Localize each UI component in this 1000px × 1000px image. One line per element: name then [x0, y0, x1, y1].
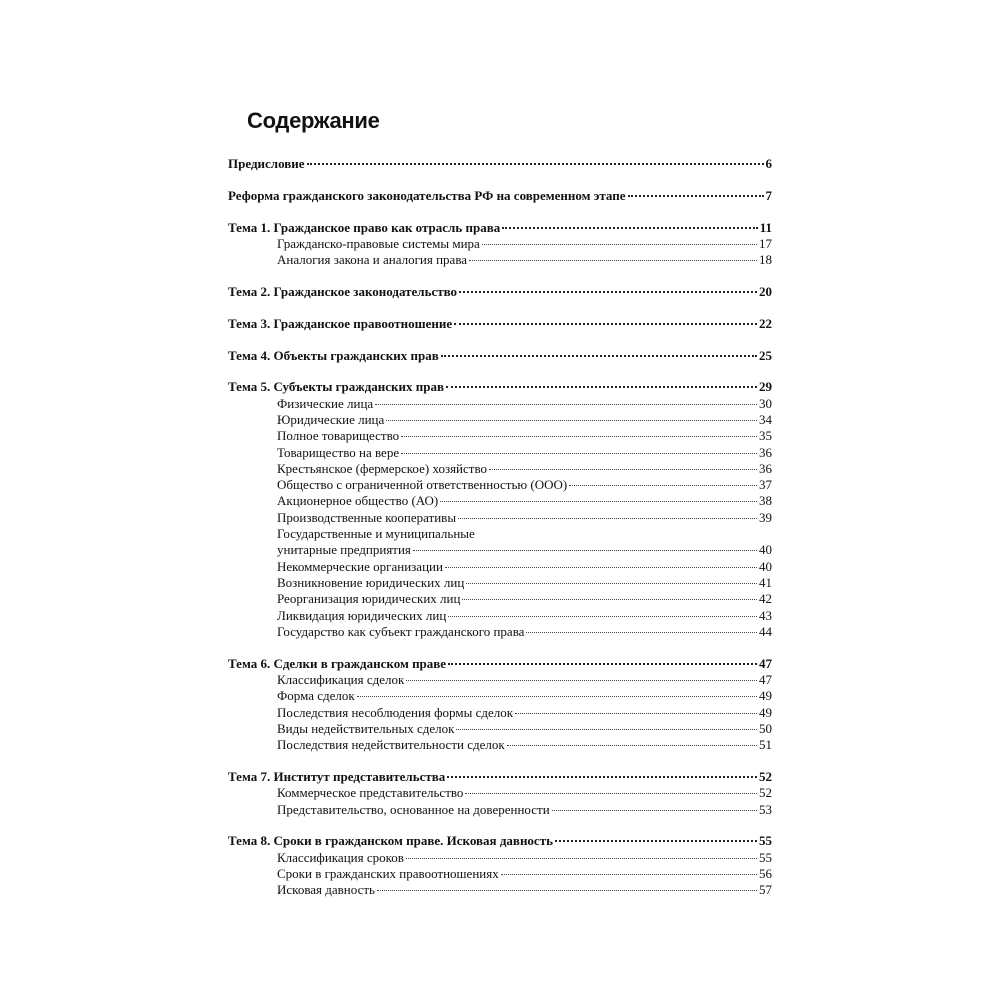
leader-dots [377, 890, 757, 891]
toc-entry[interactable] [228, 348, 772, 364]
toc-entry-label: Форма сделок [277, 688, 355, 704]
leader-dots [446, 386, 757, 388]
toc-entry-page: 43 [759, 607, 772, 623]
toc-entry-page: 34 [759, 411, 772, 427]
leader-dots [458, 518, 757, 519]
toc-entry-page: 40 [759, 558, 772, 574]
toc-entry-page: 11 [759, 219, 772, 235]
toc-entry[interactable] [228, 656, 772, 672]
leader-dots [502, 227, 757, 229]
leader-dots [454, 323, 757, 325]
toc-entry-label: Ликвидация юридических лиц [277, 607, 447, 623]
leader-dots [406, 858, 757, 859]
toc-subentry[interactable] [228, 624, 772, 640]
toc-entry-page: 49 [759, 704, 772, 720]
toc-entry-page: 50 [759, 720, 772, 736]
toc-entry-page: 52 [759, 768, 772, 784]
toc-entry-page: 20 [759, 283, 772, 299]
toc-subentry[interactable] [228, 412, 772, 428]
toc-entry-label: Акционерное общество (АО) [277, 493, 439, 509]
toc-subentry[interactable] [228, 559, 772, 575]
toc-entry-page: 56 [759, 865, 772, 881]
toc-entry-label: Крестьянское (фермерское) хозяйство [277, 460, 488, 476]
toc-entry-label: Предисловие [228, 156, 305, 171]
toc-subentry[interactable] [228, 396, 772, 412]
leader-dots [406, 680, 757, 681]
toc-subentry[interactable] [228, 236, 772, 252]
toc-entry-page: 53 [759, 801, 772, 817]
toc-subentry[interactable] [228, 477, 772, 493]
toc-entry-label: Реформа гражданского законодательства РФ на современном этапе [228, 187, 626, 203]
leader-dots [447, 776, 757, 778]
leader-dots [386, 420, 757, 421]
leader-dots [401, 453, 757, 454]
leader-dots [501, 874, 757, 875]
leader-dots [507, 745, 757, 746]
toc-subentry[interactable] [228, 802, 772, 818]
toc-entry-label: Последствия недействительности сделок [277, 737, 505, 753]
leader-dots [375, 404, 757, 405]
toc-subentry[interactable] [228, 252, 772, 268]
leader-dots [462, 599, 757, 600]
toc-entry-page: 7 [765, 187, 772, 203]
toc-entry-label: Представительство, основанное на доверенности [277, 801, 550, 817]
toc-entry-page: 40 [759, 542, 772, 558]
toc-entry[interactable] [228, 379, 772, 395]
leader-dots [459, 291, 757, 293]
toc-entry-page: 30 [759, 395, 772, 411]
toc-subentry[interactable] [228, 608, 772, 624]
toc-subentry[interactable] [228, 510, 772, 526]
leader-dots [448, 616, 757, 617]
toc-entry[interactable] [228, 833, 772, 849]
leader-dots [413, 550, 757, 551]
toc-entry[interactable] [228, 188, 772, 204]
toc-entry-page: 38 [759, 493, 772, 509]
leader-dots [401, 436, 757, 437]
toc-entry-label: Тема 1. Гражданское право как отрасль права [228, 219, 501, 235]
leader-dots [469, 260, 757, 261]
leader-dots [466, 583, 757, 584]
table-of-contents [228, 156, 772, 898]
toc-entry-page: 37 [759, 477, 772, 493]
toc-subentry[interactable] [228, 672, 772, 688]
leader-dots [482, 244, 757, 245]
toc-entry-label: Последствия несоблюдения формы сделок [277, 704, 514, 720]
leader-dots [307, 163, 764, 165]
toc-entry-page: 39 [759, 509, 772, 525]
leader-dots [515, 713, 757, 714]
leader-dots [357, 696, 757, 697]
toc-entry-page: 57 [759, 882, 772, 898]
toc-entry-label: Тема 3. Гражданское правоотношение [228, 315, 453, 331]
toc-entry[interactable] [228, 284, 772, 300]
toc-entry-page: 35 [759, 428, 772, 444]
toc-entry-label: Тема 4. Объекты гражданских прав [228, 347, 439, 363]
toc-entry-page: 47 [759, 671, 772, 687]
toc-entry-page: 44 [759, 623, 772, 639]
toc-entry-label: Государство как субъект гражданского права [277, 623, 525, 639]
leader-dots [465, 793, 757, 794]
toc-subentry[interactable] [228, 461, 772, 477]
toc-subentry[interactable] [228, 575, 772, 591]
toc-entry[interactable] [228, 769, 772, 785]
toc-subentry[interactable] [228, 705, 772, 721]
toc-subentry-line1[interactable] [228, 526, 772, 542]
toc-entry-label: Товарищество на вере [277, 444, 400, 460]
toc-entry-page: 36 [759, 444, 772, 460]
toc-subentry[interactable] [228, 445, 772, 461]
toc-entry-label: Гражданско-правовые системы мира [277, 235, 480, 251]
toc-entry-label: Виды недействительных сделок [277, 720, 455, 736]
toc-entry-page: 49 [759, 688, 772, 704]
toc-entry-page: 25 [759, 347, 772, 363]
toc-entry-label: Тема 5. Субъекты гражданских прав [228, 379, 445, 395]
toc-subentry[interactable] [228, 866, 772, 882]
toc-entry-label: Сроки в гражданских правоотношениях [277, 865, 499, 881]
toc-entry-label: Тема 6. Сделки в гражданском праве [228, 655, 447, 671]
leader-dots [526, 632, 757, 633]
toc-subentry[interactable] [228, 721, 772, 737]
toc-entry-page: 55 [759, 833, 772, 849]
toc-entry-label: Тема 8. Сроки в гражданском праве. Исковая давность [228, 833, 553, 849]
leader-dots [445, 567, 757, 568]
toc-entry-label: Некоммерческие организации [277, 558, 443, 574]
toc-entry-page: 36 [759, 460, 772, 476]
toc-entry-label: Исковая давность [277, 882, 375, 898]
toc-entry-label-continued: унитарные предприятия [277, 542, 411, 558]
toc-entry-page: 51 [759, 737, 772, 753]
toc-entry-label: Коммерческое представительство [277, 785, 464, 801]
toc-entry-label: Классификация сделок [277, 671, 405, 687]
leader-dots [456, 729, 757, 730]
toc-entry-page: 18 [759, 252, 772, 268]
toc-entry-label: Возникновение юридических лиц [277, 574, 465, 590]
leader-dots [628, 195, 764, 197]
leader-dots [552, 810, 757, 811]
toc-entry-page: 17 [759, 235, 772, 251]
leader-dots [440, 501, 757, 502]
toc-entry-page: 6 [765, 156, 772, 171]
toc-entry-page: 55 [759, 849, 772, 865]
toc-subentry[interactable] [228, 542, 772, 558]
leader-dots [448, 663, 757, 665]
toc-subentry[interactable] [228, 591, 772, 607]
page-title: Содержание [247, 108, 380, 133]
toc-entry-label: Аналогия закона и аналогия права [277, 252, 468, 268]
toc-entry-label: Производственные кооперативы [277, 509, 457, 525]
toc-entry-label: Юридические лица [277, 411, 385, 427]
toc-entry-label: Тема 2. Гражданское законодательство [228, 283, 458, 299]
toc-entry-label: Полное товарищество [277, 428, 400, 444]
toc-entry-page: 52 [759, 785, 772, 801]
leader-dots [555, 840, 757, 842]
toc-subentry[interactable] [228, 850, 772, 866]
toc-entry-label: Физические лица [277, 395, 374, 411]
toc-entry[interactable] [228, 316, 772, 332]
toc-subentry[interactable] [228, 428, 772, 444]
toc-entry-page: 42 [759, 591, 772, 607]
toc-subentry[interactable] [228, 493, 772, 509]
toc-entry-page: 22 [759, 315, 772, 331]
toc-entry-label: Государственные и муниципальные [277, 526, 475, 542]
toc-subentry[interactable] [228, 688, 772, 704]
toc-entry[interactable] [228, 156, 772, 172]
toc-entry-label: Тема 7. Институт представительства [228, 768, 446, 784]
toc-entry[interactable] [228, 220, 772, 236]
toc-subentry[interactable] [228, 737, 772, 753]
toc-entry-page: 47 [759, 655, 772, 671]
toc-entry-label: Реорганизация юридических лиц [277, 591, 461, 607]
toc-subentry[interactable] [228, 882, 772, 898]
leader-dots [569, 485, 757, 486]
toc-entry-page: 29 [759, 379, 772, 395]
toc-subentry[interactable] [228, 785, 772, 801]
toc-entry-label: Классификация сроков [277, 849, 404, 865]
toc-entry-label: Общество с ограниченной ответственностью (ООО) [277, 477, 568, 493]
toc-entry-page: 41 [759, 574, 772, 590]
leader-dots [489, 469, 757, 470]
leader-dots [441, 355, 757, 357]
